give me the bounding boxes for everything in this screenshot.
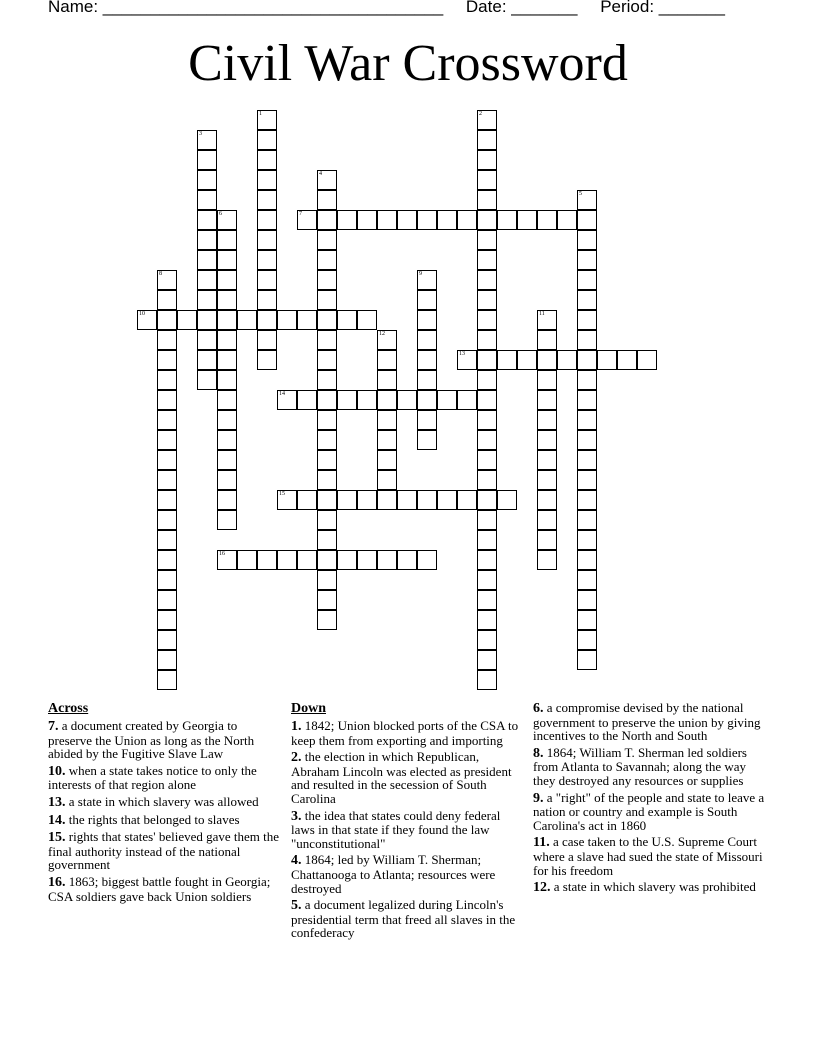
crossword-cell[interactable] — [317, 230, 337, 250]
crossword-cell[interactable] — [477, 490, 497, 510]
crossword-cell[interactable] — [377, 410, 397, 430]
crossword-cell[interactable] — [477, 430, 497, 450]
crossword-cell[interactable] — [417, 350, 437, 370]
crossword-cell[interactable] — [397, 390, 417, 410]
crossword-cell[interactable] — [217, 290, 237, 310]
crossword-cell[interactable] — [317, 250, 337, 270]
crossword-cell[interactable] — [577, 350, 597, 370]
crossword-cell[interactable] — [417, 430, 437, 450]
clue-number: 3. — [291, 808, 302, 824]
crossword-cell[interactable] — [357, 550, 377, 570]
clue-item — [533, 746, 769, 788]
crossword-cell[interactable] — [537, 550, 557, 570]
crossword-cell[interactable] — [317, 190, 337, 210]
crossword-cell[interactable] — [417, 370, 437, 390]
crossword-cell[interactable] — [577, 270, 597, 290]
crossword-cell[interactable] — [317, 330, 337, 350]
crossword-cell[interactable] — [217, 330, 237, 350]
clue-item — [291, 750, 525, 805]
crossword-cell[interactable] — [537, 430, 557, 450]
crossword-cell[interactable] — [577, 510, 597, 530]
crossword-cell[interactable] — [157, 490, 177, 510]
clue-text: the idea that states could deny federal laws in that state if they found the law "unconstitutional" — [291, 807, 501, 851]
crossword-cell[interactable] — [157, 330, 177, 350]
crossword-cell[interactable] — [377, 470, 397, 490]
crossword-cell[interactable] — [317, 610, 337, 630]
clue-item — [48, 764, 284, 792]
clue-text: 1863; biggest battle fought in Georgia; CSA soldiers gave back Union soldiers — [48, 873, 271, 904]
crossword-cell[interactable] — [577, 490, 597, 510]
crossword-cell[interactable] — [577, 610, 597, 630]
cell-number: 8 — [159, 271, 162, 277]
crossword-cell[interactable] — [377, 370, 397, 390]
crossword-cell[interactable] — [217, 510, 237, 530]
crossword-cell[interactable] — [317, 370, 337, 390]
clue-item — [291, 898, 525, 940]
clue-number: 9. — [533, 790, 544, 806]
clue-item — [533, 835, 769, 877]
crossword-cell[interactable] — [157, 370, 177, 390]
crossword-cell[interactable] — [417, 210, 437, 230]
crossword-cell[interactable] — [317, 590, 337, 610]
name-field[interactable]: Name: ____________________________________ — [48, 0, 444, 16]
crossword-cell[interactable] — [437, 390, 457, 410]
crossword-cell[interactable] — [577, 290, 597, 310]
crossword-cell[interactable] — [257, 170, 277, 190]
crossword-cell[interactable] — [257, 330, 277, 350]
crossword-cell[interactable] — [337, 310, 357, 330]
crossword-cell[interactable] — [217, 470, 237, 490]
crossword-cell[interactable] — [197, 170, 217, 190]
crossword-cell[interactable] — [377, 210, 397, 230]
crossword-cell[interactable] — [417, 490, 437, 510]
crossword-cell[interactable] — [317, 550, 337, 570]
crossword-cell[interactable] — [317, 450, 337, 470]
crossword-cell[interactable] — [337, 490, 357, 510]
crossword-cell[interactable] — [257, 190, 277, 210]
crossword-cell[interactable] — [297, 490, 317, 510]
crossword-cell[interactable] — [257, 350, 277, 370]
crossword-cell[interactable] — [537, 330, 557, 350]
crossword-cell[interactable] — [577, 250, 597, 270]
crossword-cell[interactable] — [197, 270, 217, 290]
crossword-cell[interactable] — [377, 490, 397, 510]
clue-text: 1864; William T. Sherman led soldiers from Atlanta to Savannah; along the way they destroyed any resources or supplies — [533, 744, 747, 788]
clue-item — [48, 813, 284, 828]
crossword-cell[interactable] — [217, 350, 237, 370]
crossword-cell[interactable] — [197, 210, 217, 230]
crossword-cell[interactable] — [157, 410, 177, 430]
crossword-cell[interactable] — [337, 210, 357, 230]
crossword-cell[interactable] — [537, 370, 557, 390]
crossword-cell[interactable] — [337, 390, 357, 410]
clue-number: 5. — [291, 898, 302, 914]
crossword-cell[interactable] — [577, 330, 597, 350]
crossword-cell[interactable] — [137, 310, 157, 330]
crossword-cell[interactable] — [217, 230, 237, 250]
crossword-cell[interactable] — [257, 110, 277, 130]
crossword-cell[interactable] — [217, 270, 237, 290]
crossword-cell[interactable] — [437, 490, 457, 510]
crossword-cell[interactable] — [257, 270, 277, 290]
crossword-cell[interactable] — [517, 350, 537, 370]
crossword-cell[interactable] — [197, 250, 217, 270]
crossword-cell[interactable] — [457, 350, 477, 370]
crossword-cell[interactable] — [277, 490, 297, 510]
cell-number: 14 — [279, 391, 285, 397]
crossword-cell[interactable] — [257, 230, 277, 250]
crossword-cell[interactable] — [157, 470, 177, 490]
crossword-cell[interactable] — [577, 530, 597, 550]
clue-number: 8. — [533, 745, 544, 761]
crossword-cell[interactable] — [477, 130, 497, 150]
crossword-cell[interactable] — [157, 670, 177, 690]
crossword-cell[interactable] — [357, 210, 377, 230]
crossword-cell[interactable] — [577, 570, 597, 590]
crossword-cell[interactable] — [477, 350, 497, 370]
crossword-cell[interactable] — [157, 450, 177, 470]
crossword-cell[interactable] — [197, 130, 217, 150]
crossword-cell[interactable] — [577, 470, 597, 490]
crossword-cell[interactable] — [217, 310, 237, 330]
crossword-cell[interactable] — [477, 110, 497, 130]
cell-number: 4 — [319, 171, 322, 177]
crossword-cell[interactable] — [317, 410, 337, 430]
clue-number: 13. — [48, 794, 66, 810]
crossword-cell[interactable] — [157, 630, 177, 650]
crossword-cell[interactable] — [357, 390, 377, 410]
crossword-cell[interactable] — [237, 550, 257, 570]
crossword-cell[interactable] — [477, 170, 497, 190]
cell-number: 6 — [219, 211, 222, 217]
crossword-cell[interactable] — [377, 550, 397, 570]
cell-number: 10 — [139, 311, 145, 317]
crossword-cell[interactable] — [477, 670, 497, 690]
crossword-cell[interactable] — [617, 350, 637, 370]
crossword-cell[interactable] — [537, 510, 557, 530]
clue-text: a "right" of the people and state to leave a nation or country and example is South Carolina's act in 1860 — [533, 789, 765, 833]
crossword-cell[interactable] — [217, 450, 237, 470]
crossword-cell[interactable] — [257, 310, 277, 330]
crossword-cell[interactable] — [357, 490, 377, 510]
clue-item — [291, 719, 525, 747]
clue-text: the election in which Republican, Abraham Lincoln was elected as president and resulted in the secession of South Carolina — [291, 749, 512, 806]
crossword-cell[interactable] — [377, 350, 397, 370]
crossword-cell[interactable] — [497, 350, 517, 370]
crossword-cell[interactable] — [317, 430, 337, 450]
crossword-cell[interactable] — [477, 230, 497, 250]
crossword-cell[interactable] — [317, 390, 337, 410]
clue-number: 6. — [533, 701, 544, 716]
crossword-cell[interactable] — [577, 450, 597, 470]
crossword-cell[interactable] — [417, 270, 437, 290]
crossword-cell[interactable] — [477, 630, 497, 650]
period-field[interactable]: Period: _______ — [600, 0, 725, 16]
crossword-cell[interactable] — [457, 490, 477, 510]
crossword-cell[interactable] — [157, 390, 177, 410]
crossword-cell[interactable] — [577, 550, 597, 570]
crossword-cell[interactable] — [577, 310, 597, 330]
crossword-cell[interactable] — [197, 350, 217, 370]
crossword-cell[interactable] — [537, 350, 557, 370]
crossword-cell[interactable] — [297, 210, 317, 230]
crossword-cell[interactable] — [457, 210, 477, 230]
crossword-cell[interactable] — [257, 130, 277, 150]
crossword-cell[interactable] — [637, 350, 657, 370]
crossword-cell[interactable] — [477, 290, 497, 310]
crossword-cell[interactable] — [537, 490, 557, 510]
crossword-cell[interactable] — [537, 410, 557, 430]
crossword-cell[interactable] — [157, 350, 177, 370]
down-clues-column — [291, 701, 525, 943]
crossword-cell[interactable] — [577, 430, 597, 450]
crossword-cell[interactable] — [477, 590, 497, 610]
crossword-cell[interactable] — [217, 550, 237, 570]
crossword-cell[interactable] — [397, 490, 417, 510]
crossword-cell[interactable] — [337, 550, 357, 570]
crossword-cell[interactable] — [537, 530, 557, 550]
crossword-cell[interactable] — [577, 410, 597, 430]
crossword-cell[interactable] — [317, 570, 337, 590]
crossword-cell[interactable] — [277, 310, 297, 330]
crossword-cell[interactable] — [437, 210, 457, 230]
cell-number: 11 — [539, 311, 545, 317]
crossword-cell[interactable] — [497, 490, 517, 510]
down-clue-list-2 — [533, 701, 769, 895]
clue-text: 1864; led by William T. Sherman; Chattanooga to Atlanta; resources were destroyed — [291, 852, 496, 896]
clue-text: a document created by Georgia to preserve the Union as long as the North abided by the Fugitive Slave Law — [48, 718, 255, 762]
date-field[interactable]: Date: _______ — [465, 0, 578, 16]
crossword-cell[interactable] — [577, 230, 597, 250]
crossword-cell[interactable] — [317, 310, 337, 330]
across-clues-column — [48, 701, 284, 906]
across-clue-list — [48, 719, 284, 903]
crossword-cell[interactable] — [377, 450, 397, 470]
crossword-cell[interactable] — [477, 150, 497, 170]
crossword-cell[interactable] — [537, 310, 557, 330]
crossword-cell[interactable] — [377, 330, 397, 350]
crossword-cell[interactable] — [577, 210, 597, 230]
crossword-cell[interactable] — [157, 610, 177, 630]
crossword-cell[interactable] — [537, 450, 557, 470]
crossword-cell[interactable] — [317, 530, 337, 550]
crossword-cell[interactable] — [157, 310, 177, 330]
cell-number: 7 — [299, 211, 302, 217]
crossword-cell[interactable] — [597, 350, 617, 370]
crossword-cell[interactable] — [277, 390, 297, 410]
crossword-cell[interactable] — [317, 510, 337, 530]
crossword-cell[interactable] — [477, 310, 497, 330]
crossword-cell[interactable] — [317, 350, 337, 370]
clue-number: 16. — [48, 874, 66, 890]
crossword-cell[interactable] — [357, 310, 377, 330]
clue-text: the rights that belonged to slaves — [68, 811, 240, 827]
crossword-cell[interactable] — [217, 410, 237, 430]
clue-number: 12. — [533, 880, 551, 896]
crossword-cell[interactable] — [197, 190, 217, 210]
clue-number: 1. — [291, 719, 302, 734]
crossword-cell[interactable] — [477, 650, 497, 670]
down-clue-list — [291, 719, 525, 940]
crossword-cell[interactable] — [397, 210, 417, 230]
crossword-cell[interactable] — [317, 290, 337, 310]
crossword-cell[interactable] — [377, 430, 397, 450]
crossword-cell[interactable] — [257, 150, 277, 170]
crossword-cell[interactable] — [477, 390, 497, 410]
clue-number: 15. — [48, 830, 66, 846]
crossword-cell[interactable] — [557, 210, 577, 230]
crossword-cell[interactable] — [417, 410, 437, 430]
cell-number: 5 — [579, 191, 582, 197]
clue-number: 10. — [48, 763, 66, 779]
crossword-cell[interactable] — [197, 230, 217, 250]
crossword-cell[interactable] — [197, 150, 217, 170]
crossword-cell[interactable] — [497, 210, 517, 230]
clue-number: 7. — [48, 719, 59, 734]
crossword-cell[interactable] — [257, 250, 277, 270]
cell-number: 2 — [479, 111, 482, 117]
crossword-cell[interactable] — [557, 350, 577, 370]
crossword-cell[interactable] — [577, 630, 597, 650]
crossword-cell[interactable] — [157, 510, 177, 530]
clue-text: a state in which slavery was prohibited — [553, 879, 756, 895]
crossword-cell[interactable] — [537, 210, 557, 230]
clue-item — [533, 791, 769, 833]
cell-number: 3 — [199, 131, 202, 137]
crossword-cell[interactable] — [577, 390, 597, 410]
clue-text: a document legalized during Lincoln's presidential term that freed all slaves in the confederacy — [291, 897, 516, 941]
crossword-cell[interactable] — [417, 290, 437, 310]
crossword-cell[interactable] — [317, 270, 337, 290]
crossword-cell[interactable] — [477, 510, 497, 530]
clue-item — [533, 701, 769, 743]
crossword-cell[interactable] — [477, 570, 497, 590]
crossword-cell[interactable] — [217, 430, 237, 450]
crossword-cell[interactable] — [237, 310, 257, 330]
crossword-cell[interactable] — [217, 250, 237, 270]
clue-text: a state in which slavery was allowed — [68, 793, 259, 809]
crossword-cell[interactable] — [277, 550, 297, 570]
crossword-cell[interactable] — [477, 450, 497, 470]
cell-number: 16 — [219, 551, 225, 557]
cell-number: 13 — [459, 351, 465, 357]
crossword-cell[interactable] — [377, 390, 397, 410]
crossword-cell[interactable] — [157, 570, 177, 590]
crossword-cell[interactable] — [197, 290, 217, 310]
crossword-cell[interactable] — [417, 390, 437, 410]
cell-number: 15 — [279, 491, 285, 497]
crossword-cell[interactable] — [217, 370, 237, 390]
crossword-cell[interactable] — [477, 250, 497, 270]
crossword-cell[interactable] — [477, 270, 497, 290]
cell-number: 1 — [259, 111, 262, 117]
crossword-cell[interactable] — [577, 190, 597, 210]
crossword-cell[interactable] — [297, 310, 317, 330]
crossword-cell[interactable] — [257, 210, 277, 230]
clue-item — [291, 809, 525, 851]
crossword-cell[interactable] — [477, 190, 497, 210]
crossword-cell[interactable] — [577, 650, 597, 670]
crossword-cell[interactable] — [537, 390, 557, 410]
cell-number: 12 — [379, 331, 385, 337]
clue-item — [48, 830, 284, 872]
crossword-cell[interactable] — [177, 310, 197, 330]
clue-number: 2. — [291, 750, 302, 766]
crossword-cell[interactable] — [477, 210, 497, 230]
crossword-cell[interactable] — [477, 330, 497, 350]
crossword-cell[interactable] — [477, 550, 497, 570]
clue-text: 1842; Union blocked ports of the CSA to keep them from exporting and importing — [291, 718, 519, 748]
down-clues-column-2 — [533, 701, 769, 898]
crossword-cell[interactable] — [577, 370, 597, 390]
crossword-cell[interactable] — [317, 210, 337, 230]
crossword-cell[interactable] — [417, 330, 437, 350]
clue-number: 11. — [533, 835, 550, 851]
crossword-cell[interactable] — [217, 390, 237, 410]
crossword-cell[interactable] — [397, 550, 417, 570]
crossword-cell[interactable] — [197, 310, 217, 330]
crossword-cell[interactable] — [577, 590, 597, 610]
crossword-cell[interactable] — [477, 410, 497, 430]
crossword-cell[interactable] — [517, 210, 537, 230]
crossword-cell[interactable] — [457, 390, 477, 410]
crossword-cell[interactable] — [297, 550, 317, 570]
crossword-cell[interactable] — [477, 370, 497, 390]
down-heading: Down — [291, 701, 327, 716]
crossword-cell[interactable] — [317, 170, 337, 190]
crossword-cell[interactable] — [157, 650, 177, 670]
clue-text: a compromise devised by the national government to preserve the union by giving incentives to the North and South — [533, 700, 761, 744]
crossword-cell[interactable] — [157, 430, 177, 450]
clue-number: 4. — [291, 853, 302, 869]
page-title: Civil War Crossword — [188, 35, 628, 92]
crossword-cell[interactable] — [477, 530, 497, 550]
crossword-cell[interactable] — [317, 490, 337, 510]
crossword-cell[interactable] — [157, 290, 177, 310]
clue-item — [291, 853, 525, 895]
clue-text: when a state takes notice to only the interests of that region alone — [48, 762, 257, 793]
crossword-cell[interactable] — [537, 470, 557, 490]
cell-number: 9 — [419, 271, 422, 277]
clue-text: a case taken to the U.S. Supreme Court where a slave had sued the state of Missouri for his freedom — [533, 834, 763, 878]
crossword-cell[interactable] — [477, 610, 497, 630]
crossword-cell[interactable] — [197, 370, 217, 390]
crossword-cell[interactable] — [257, 550, 277, 570]
clue-item — [48, 719, 284, 761]
crossword-cell[interactable] — [217, 490, 237, 510]
crossword-cell[interactable] — [297, 390, 317, 410]
crossword-cell[interactable] — [217, 210, 237, 230]
crossword-cell[interactable] — [157, 270, 177, 290]
crossword-cell[interactable] — [417, 310, 437, 330]
crossword-cell[interactable] — [257, 290, 277, 310]
crossword-cell[interactable] — [197, 330, 217, 350]
crossword-cell[interactable] — [157, 550, 177, 570]
clue-item — [533, 880, 769, 895]
crossword-cell[interactable] — [417, 550, 437, 570]
clue-item — [48, 795, 284, 810]
crossword-cell[interactable] — [157, 590, 177, 610]
across-heading: Across — [48, 701, 89, 716]
clue-number: 14. — [48, 812, 66, 828]
crossword-cell[interactable] — [157, 530, 177, 550]
crossword-cell[interactable] — [317, 470, 337, 490]
clue-item — [48, 875, 284, 903]
clue-text: rights that states' believed gave them the final authority instead of the national government — [48, 829, 280, 873]
crossword-cell[interactable] — [477, 470, 497, 490]
